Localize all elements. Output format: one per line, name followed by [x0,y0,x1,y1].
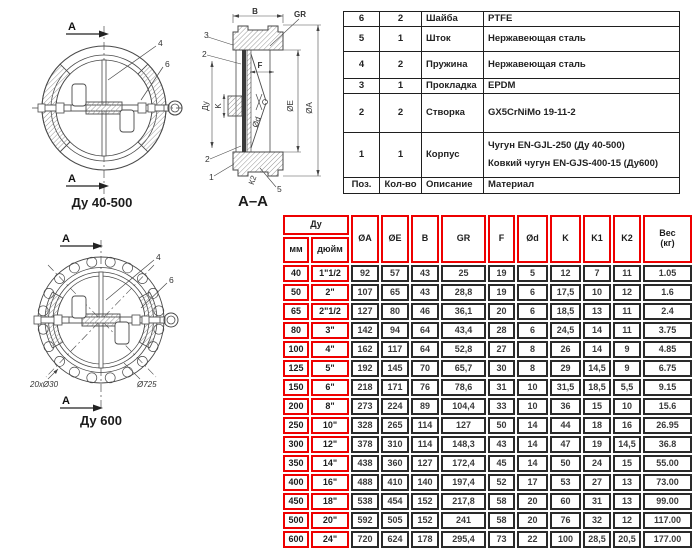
dims-value: 46 [411,303,439,320]
dims-value: 9 [613,341,641,358]
dims-value: 454 [381,493,409,510]
dims-mm: 50 [283,284,309,301]
dims-mm: 100 [283,341,309,358]
weight-header-line: (кг) [660,238,675,248]
dims-value: 127 [351,303,379,320]
dims-value: 171 [381,379,409,396]
dims-value: 6.75 [643,360,692,377]
dims-value: 36.8 [643,436,692,453]
parts-row [344,52,680,79]
dims-column-header: GR [441,215,486,263]
dim-label-b: B [252,7,258,16]
dims-column-header-weight [643,215,692,263]
dims-value: 31 [583,493,611,510]
dims-value: 52,8 [441,341,486,358]
dims-value: 2.4 [643,303,692,320]
dims-column-header: Ød [517,215,548,263]
drawing-front-view-dn40-500 [20,8,200,214]
dims-mm: 65 [283,303,309,320]
dim-label-dy: Ду [201,101,210,111]
dims-row [283,436,692,453]
dims-inch: 1"1/2 [311,265,349,282]
dims-row [283,417,692,434]
dims-value: 9 [613,360,641,377]
dims-value: 43,4 [441,322,486,339]
dimensions-table [281,213,694,550]
dims-row [283,284,692,301]
dims-value: 32 [583,512,611,529]
parts-materials-table [343,11,680,194]
dims-header-inch: дюйм [311,237,349,263]
dims-inch: 16" [311,474,349,491]
material-line: Чугун EN-GJL-250 (Ду 40-500) [488,139,625,151]
dims-value: 36,1 [441,303,486,320]
dims-value: 11 [613,322,641,339]
parts-row [344,79,680,94]
dims-mm: 350 [283,455,309,472]
parts-header-desc: Описание [422,177,484,193]
dims-value: 53 [550,474,581,491]
dims-row [283,512,692,529]
dims-value: 104,4 [441,398,486,415]
part-pos: 1 [344,132,380,177]
dims-value: 52 [488,474,515,491]
dims-value: 10 [583,284,611,301]
dims-row [283,322,692,339]
dims-value: 19 [583,436,611,453]
bolt-hole [69,263,79,273]
dims-value: 13 [583,303,611,320]
parts-header-row [344,177,680,193]
part-qty: 2 [380,12,422,27]
dim-label-f: F [257,61,263,70]
dims-value: 177.00 [643,531,692,548]
dims-value: 224 [381,398,409,415]
dims-value: 488 [351,474,379,491]
dims-value: 33 [488,398,515,415]
dims-inch: 2" [311,284,349,301]
caption-dn600: Ду 600 [80,413,122,428]
dims-value: 76 [411,379,439,396]
dims-value: 22 [517,531,548,548]
dims-value: 538 [351,493,379,510]
dims-value: 140 [411,474,439,491]
dims-column-header: ØE [381,215,409,263]
dims-value: 25 [441,265,486,282]
dims-value: 265 [381,417,409,434]
dim-label-od: Ød [250,115,263,129]
dims-value: 152 [411,512,439,529]
part-pos: 5 [344,27,380,52]
dims-value: 16 [613,417,641,434]
dims-value: 328 [351,417,379,434]
part-qty: 2 [380,93,422,132]
dims-inch: 12" [311,436,349,453]
bolt-hole [55,356,65,366]
dims-row [283,341,692,358]
dims-value: 5 [517,265,548,282]
part-callout-6: 6 [169,275,174,285]
dims-inch: 20" [311,512,349,529]
dim-label-oe: ØE [286,100,295,112]
dims-value: 26.95 [643,417,692,434]
bolt-hole [55,274,65,284]
dims-inch: 5" [311,360,349,377]
caption-dn40-500: Ду 40-500 [71,195,133,210]
dims-value: 178 [411,531,439,548]
drawing-front-view-dn600 [10,224,250,434]
dims-mm: 500 [283,512,309,529]
dims-value: 14,5 [613,436,641,453]
dims-value: 70 [411,360,439,377]
dims-value: 45 [488,455,515,472]
dim-label-k2: К2 [246,174,259,186]
dims-value: 12 [613,512,641,529]
dims-value: 1.6 [643,284,692,301]
dims-value: 145 [381,360,409,377]
part-material [484,12,680,27]
dims-value: 11 [613,265,641,282]
dims-inch: 4" [311,341,349,358]
dims-value: 15 [613,455,641,472]
parts-header-qty: Кол-во [380,177,422,193]
dims-inch: 24" [311,531,349,548]
dims-value: 11 [613,303,641,320]
part-callout-2-top: 2 [202,49,207,59]
dims-value: 14 [517,436,548,453]
dims-value: 218 [351,379,379,396]
dims-mm: 450 [283,493,309,510]
dims-value: 73 [488,531,515,548]
dims-column-header: K2 [613,215,641,263]
dims-value: 6 [517,284,548,301]
parts-row [344,93,680,132]
material-line: EPDM [488,80,516,91]
part-callout-6: 6 [165,59,170,69]
dims-mm: 250 [283,417,309,434]
dims-inch: 8" [311,398,349,415]
part-material [484,27,680,52]
part-pos: 6 [344,12,380,27]
dims-value: 43 [411,284,439,301]
dims-value: 12 [550,265,581,282]
dims-mm: 125 [283,360,309,377]
dims-value: 217,8 [441,493,486,510]
bolt-hole [105,257,115,267]
dims-value: 14 [517,455,548,472]
dims-value: 89 [411,398,439,415]
part-qty: 1 [380,132,422,177]
dims-value: 5,5 [613,379,641,396]
parts-header-pos: Поз. [344,177,380,193]
drawing-section-a-a [198,6,336,212]
part-qty: 2 [380,52,422,79]
part-pos: 4 [344,52,380,79]
dims-value: 26 [550,341,581,358]
material-line: PTFE [488,13,513,25]
dim-label-k: K [214,103,223,109]
dims-value: 14 [583,322,611,339]
bolt-pattern-note: 20хØ30 [30,380,59,389]
dims-value: 100 [550,531,581,548]
dims-value: 76 [550,512,581,529]
dims-value: 15 [583,398,611,415]
dim-label-oa: ØA [305,102,314,114]
dims-column-header: F [488,215,515,263]
dims-value: 505 [381,512,409,529]
dims-mm: 400 [283,474,309,491]
dims-mm: 300 [283,436,309,453]
material-line: Нержавеющая сталь [488,59,586,71]
dims-value: 438 [351,455,379,472]
part-material [484,52,680,79]
dims-row [283,455,692,472]
dims-value: 73.00 [643,474,692,491]
part-callout-4: 4 [156,252,161,262]
dims-value: 152 [411,493,439,510]
part-desc: Створка [422,93,484,132]
dims-value: 27 [488,341,515,358]
part-callout-2-bottom: 2 [205,154,210,164]
dims-column-header: K1 [583,215,611,263]
bolt-hole [87,373,97,383]
dims-value: 18 [583,417,611,434]
part-desc: Пружина [422,52,484,79]
material-line: Нержавеющая сталь [488,33,586,45]
dims-value: 18,5 [583,379,611,396]
dims-value: 10 [613,398,641,415]
dims-value: 17 [517,474,548,491]
dims-value: 142 [351,322,379,339]
dims-value: 241 [441,512,486,529]
dims-value: 18,5 [550,303,581,320]
dims-value: 19 [488,284,515,301]
section-arrow-label-top: A [62,233,70,245]
dims-value: 30 [488,360,515,377]
dims-value: 20 [517,493,548,510]
dims-value: 360 [381,455,409,472]
material-line: Ковкий чугун EN-GJS-400-15 (Ду600) [488,158,659,170]
dims-value: 24,5 [550,322,581,339]
dims-value: 19 [488,265,515,282]
dims-value: 15.6 [643,398,692,415]
dims-value: 60 [550,493,581,510]
dims-value: 310 [381,436,409,453]
dims-value: 8 [517,341,548,358]
dims-column-header: K [550,215,581,263]
dims-value: 273 [351,398,379,415]
part-material [484,132,680,177]
dims-value: 43 [488,436,515,453]
dims-value: 65,7 [441,360,486,377]
dims-value: 14 [517,417,548,434]
dims-value: 20 [488,303,515,320]
dims-value: 80 [381,303,409,320]
dims-value: 29 [550,360,581,377]
dims-value: 14,5 [583,360,611,377]
dims-value: 28 [488,322,515,339]
dims-value: 4.85 [643,341,692,358]
dims-value: 117 [381,341,409,358]
parts-row [344,27,680,52]
dims-value: 28,8 [441,284,486,301]
dims-value: 410 [381,474,409,491]
section-arrow-label-bottom: A [68,173,76,185]
dims-value: 31,5 [550,379,581,396]
dims-value: 172,4 [441,455,486,472]
dims-value: 17,5 [550,284,581,301]
part-callout-1: 1 [209,172,214,182]
dims-value: 58 [488,493,515,510]
section-arrow-label-top: A [68,21,76,33]
dims-inch: 18" [311,493,349,510]
dims-row [283,493,692,510]
weight-header-line: Вес [659,228,676,239]
parts-row [344,12,680,27]
dims-value: 28,5 [583,531,611,548]
dims-value: 127 [411,455,439,472]
part-callout-4: 4 [158,38,163,48]
dims-value: 13 [613,493,641,510]
parts-row [344,132,680,177]
dims-value: 31 [488,379,515,396]
dims-value: 14 [583,341,611,358]
dims-value: 64 [411,341,439,358]
part-desc: Шайба [422,12,484,27]
dims-row [283,360,692,377]
part-qty: 1 [380,79,422,94]
bolt-hole [87,257,97,267]
bolt-hole [137,356,147,366]
bolt-hole [123,367,133,377]
bolt-hole [69,367,79,377]
bolt-hole [105,373,115,383]
dims-inch: 2"1/2 [311,303,349,320]
part-desc: Корпус [422,132,484,177]
part-desc: Шток [422,27,484,52]
dims-inch: 6" [311,379,349,396]
dims-value: 27 [583,474,611,491]
dims-value: 9.15 [643,379,692,396]
dims-mm: 200 [283,398,309,415]
dims-value: 197,4 [441,474,486,491]
dims-mm: 80 [283,322,309,339]
bolt-hole [137,274,147,284]
dims-value: 94 [381,322,409,339]
dims-column-header: ØA [351,215,379,263]
dims-inch: 14" [311,455,349,472]
dims-value: 720 [351,531,379,548]
dims-value: 20,5 [613,531,641,548]
dims-value: 3.75 [643,322,692,339]
dims-value: 10 [517,379,548,396]
dims-value: 92 [351,265,379,282]
dims-value: 192 [351,360,379,377]
dims-value: 99.00 [643,493,692,510]
dims-value: 50 [550,455,581,472]
dims-inch: 3" [311,322,349,339]
parts-header-mat: Материал [484,177,680,193]
part-callout-5: 5 [277,184,282,194]
part-callout-3: 3 [204,30,209,40]
bolt-hole [123,263,133,273]
part-material [484,93,680,132]
dims-row [283,303,692,320]
dims-value: 20 [517,512,548,529]
caption-section-a-a: А–А [237,193,269,210]
dims-value: 127 [441,417,486,434]
dims-value: 12 [613,284,641,301]
section-arrow-label-bottom: A [62,395,70,407]
dims-value: 58 [488,512,515,529]
dims-value: 114 [411,436,439,453]
dims-value: 55.00 [643,455,692,472]
dims-value: 65 [381,284,409,301]
part-desc: Прокладка [422,79,484,94]
dims-header-dy: Ду [283,215,349,235]
part-material [484,79,680,94]
material-line: GX5CrNiMo 19-11-2 [488,106,576,118]
dims-mm: 150 [283,379,309,396]
part-qty: 1 [380,27,422,52]
dims-value: 50 [488,417,515,434]
dims-value: 6 [517,322,548,339]
dims-row [283,474,692,491]
dims-row [283,265,692,282]
dims-value: 1.05 [643,265,692,282]
dims-header-mm: мм [283,237,309,263]
dims-value: 8 [517,360,548,377]
dims-value: 378 [351,436,379,453]
dims-value: 592 [351,512,379,529]
dims-value: 36 [550,398,581,415]
dims-value: 295,4 [441,531,486,548]
dims-value: 47 [550,436,581,453]
dims-value: 624 [381,531,409,548]
dims-value: 44 [550,417,581,434]
dims-row [283,379,692,396]
dims-row [283,531,692,548]
dims-value: 24 [583,455,611,472]
dims-value: 7 [583,265,611,282]
dims-value: 78,6 [441,379,486,396]
dim-label-gr: GR [294,10,306,19]
dims-value: 107 [351,284,379,301]
dims-value: 57 [381,265,409,282]
dims-inch: 10" [311,417,349,434]
dims-value: 6 [517,303,548,320]
dims-mm: 40 [283,265,309,282]
dims-value: 117.00 [643,512,692,529]
dims-value: 13 [613,474,641,491]
bolt-circle-diameter-note: Ø725 [137,380,157,389]
part-pos: 3 [344,79,380,94]
dims-value: 64 [411,322,439,339]
dims-value: 10 [517,398,548,415]
dims-mm: 600 [283,531,309,548]
dims-row [283,398,692,415]
dims-value: 162 [351,341,379,358]
dims-value: 148,3 [441,436,486,453]
part-pos: 2 [344,93,380,132]
dims-header-row-1 [283,215,692,235]
dims-value: 114 [411,417,439,434]
dims-value: 43 [411,265,439,282]
dims-column-header: B [411,215,439,263]
